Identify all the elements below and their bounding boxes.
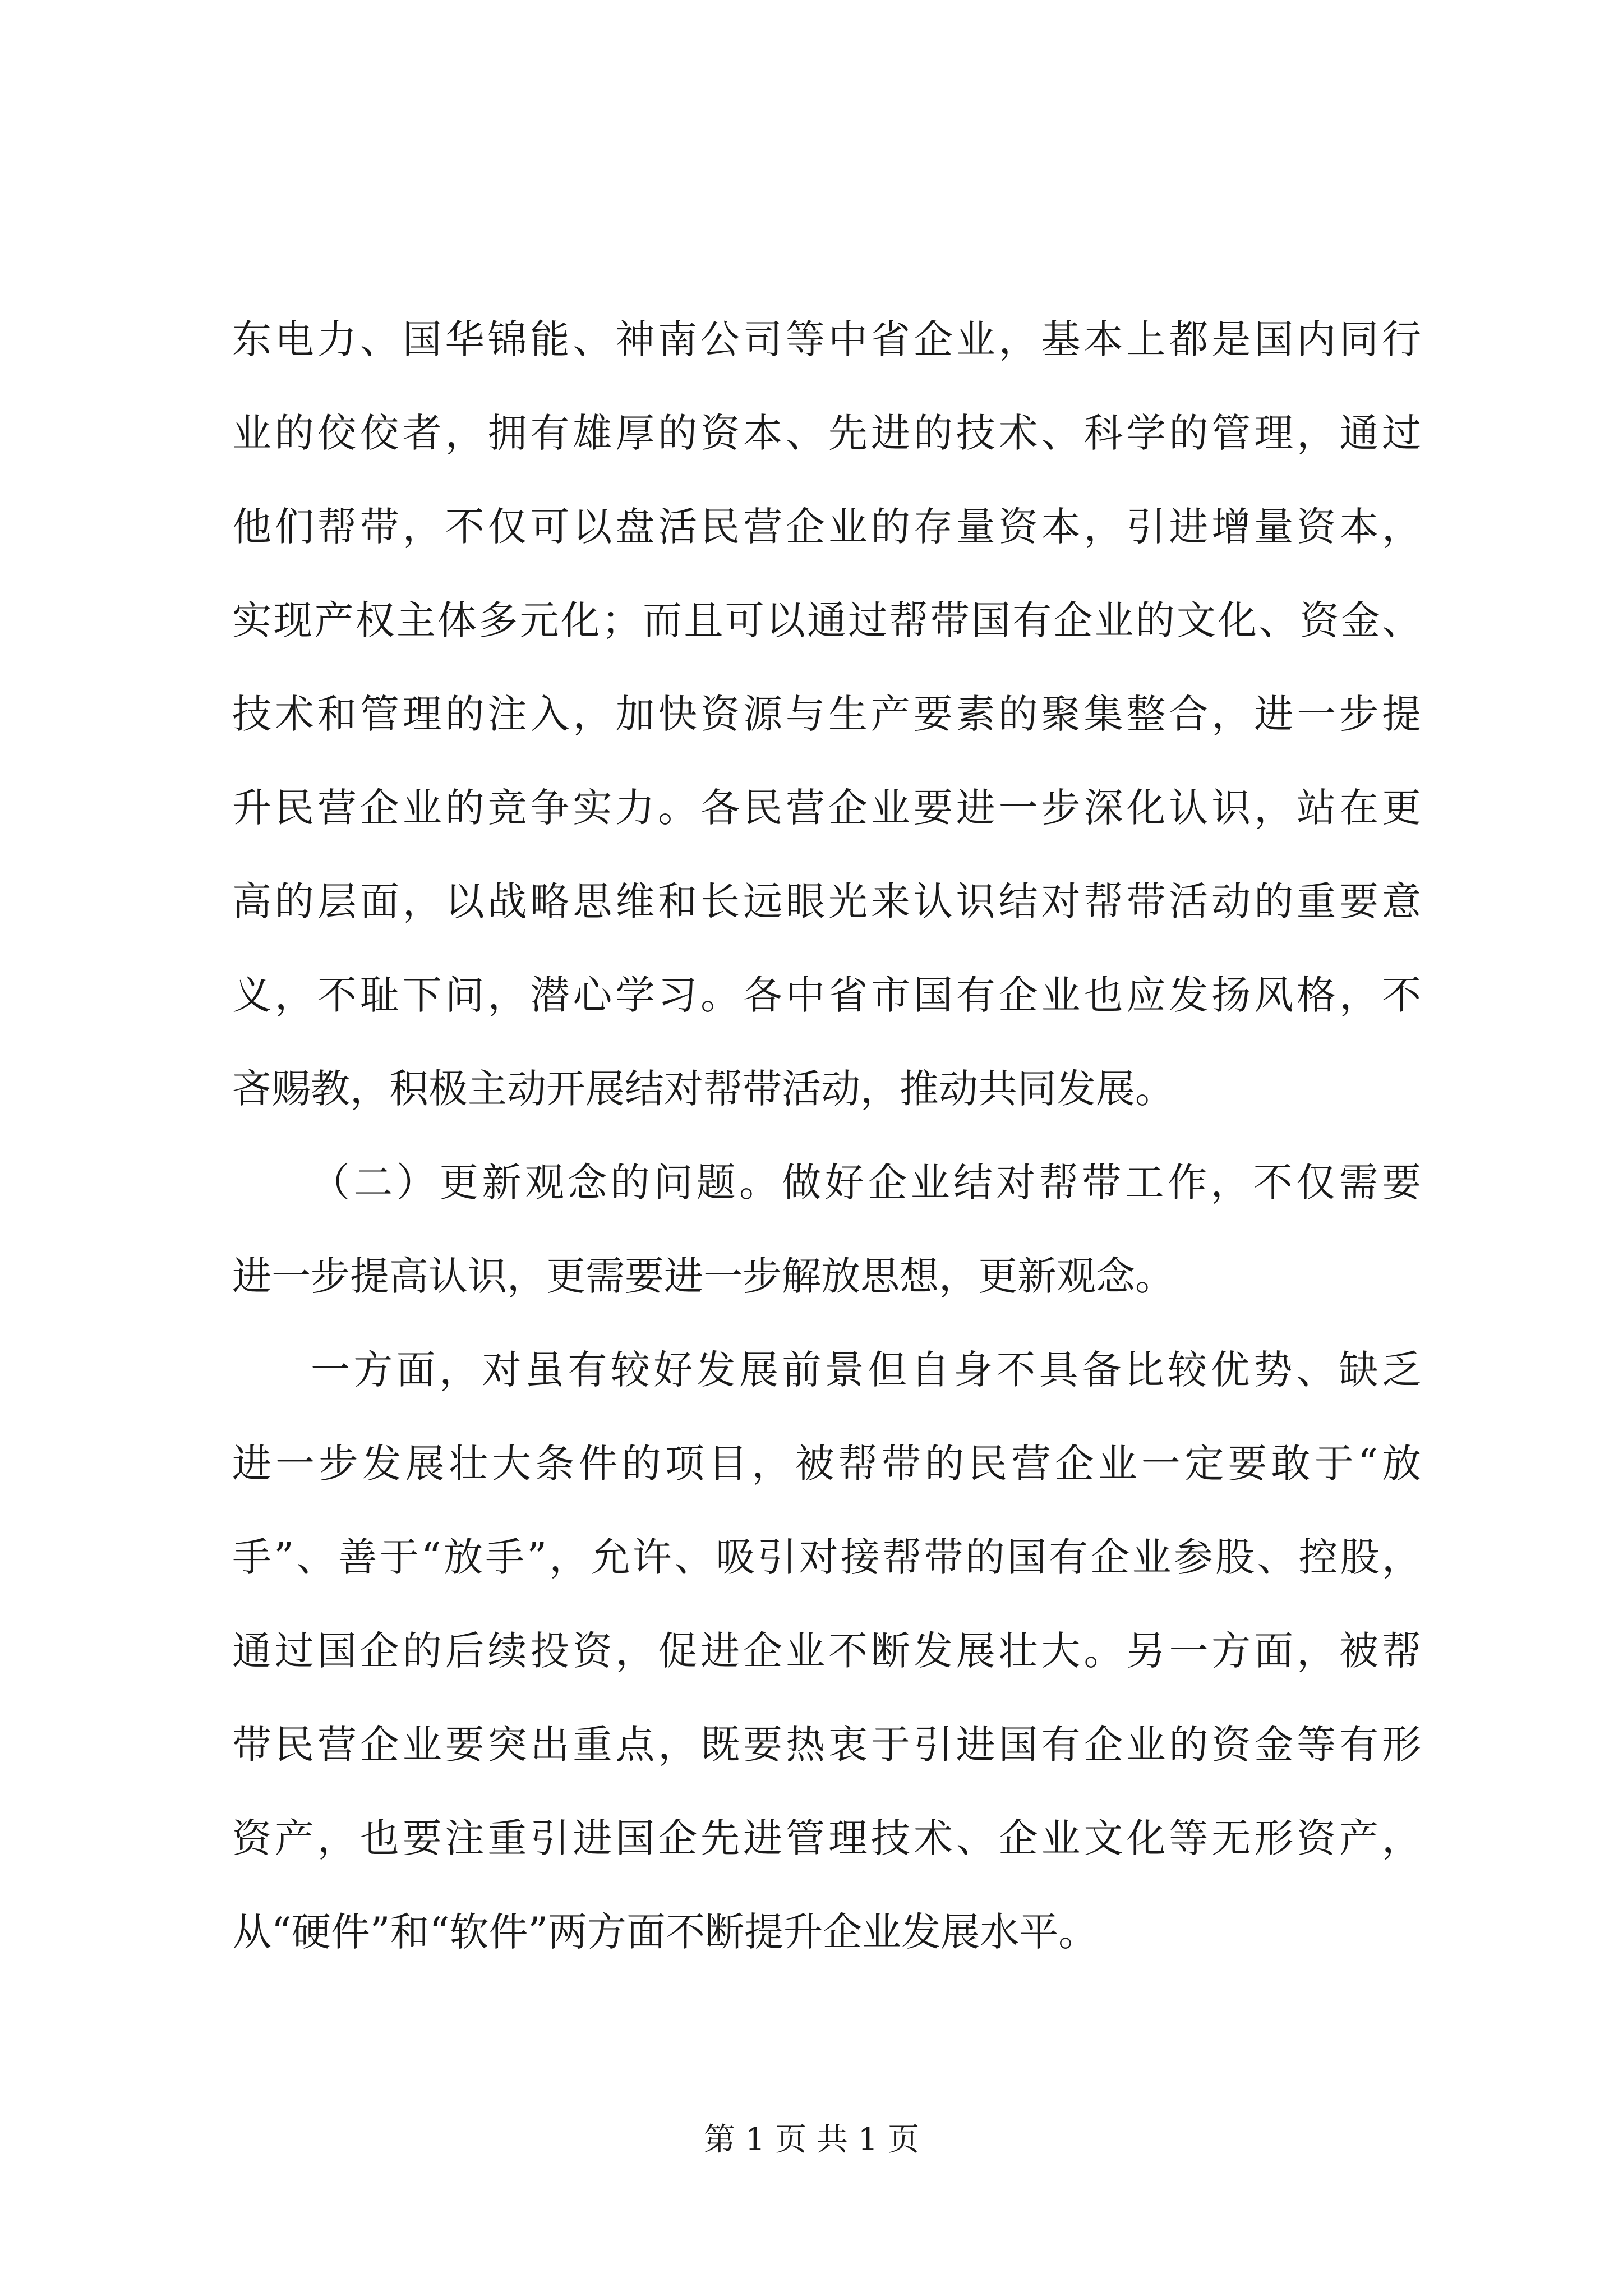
text-line: 吝赐教，积极主动开展结对帮带活动，推动共同发展。 <box>232 1066 1174 1112</box>
page-footer <box>0 2115 1623 2160</box>
text-line: 资产，也要注重引进国企先进管理技术、企业文化等无形资产， <box>232 1815 1421 1861</box>
text-line: 东电力、国华锦能、神南公司等中省企业，基本上都是国内同行 <box>232 316 1421 362</box>
text-line: 手”、善于“放手”，允许、吸引对接帮带的国有企业参股、控股， <box>232 1534 1421 1580</box>
text-line: 他们帮带，不仅可以盘活民营企业的存量资本，引进增量资本， <box>232 504 1421 550</box>
text-line: 一方面，对虽有较好发展前景但自身不具备比较优势、缺乏 <box>311 1347 1421 1393</box>
text-line: （二）更新观念的问题。做好企业结对帮带工作，不仅需要 <box>311 1159 1421 1205</box>
text-line: 实现产权主体多元化；而且可以通过帮带国有企业的文化、资金、 <box>232 597 1421 643</box>
text-line: 进一步提高认识，更需要进一步解放思想，更新观念。 <box>232 1253 1174 1299</box>
paragraph-1 <box>232 293 1421 1136</box>
text-line: 高的层面，以战略思维和长远眼光来认识结对帮带活动的重要意 <box>232 878 1421 924</box>
text-line: 义，不耻下问，潜心学习。各中省市国有企业也应发扬风格，不 <box>232 972 1421 1018</box>
page-number-label: 第 1 页 共 1 页 <box>703 2122 920 2158</box>
document-body <box>232 293 1421 1979</box>
text-line: 技术和管理的注入，加快资源与生产要素的聚集整合，进一步提 <box>232 691 1421 737</box>
paragraph-3 <box>232 1323 1421 1979</box>
text-line: 从“硬件”和“软件”两方面不断提升企业发展水平。 <box>232 1909 1098 1955</box>
text-line: 升民营企业的竞争实力。各民营企业要进一步深化认识，站在更 <box>232 785 1421 831</box>
paragraph-2 <box>232 1136 1421 1323</box>
text-line: 进一步发展壮大条件的项目，被帮带的民营企业一定要敢于“放 <box>232 1441 1421 1487</box>
text-line: 业的佼佼者，拥有雄厚的资本、先进的技术、科学的管理，通过 <box>232 410 1421 456</box>
text-line: 通过国企的后续投资，促进企业不断发展壮大。另一方面，被帮 <box>232 1628 1421 1674</box>
text-line: 带民营企业要突出重点，既要热衷于引进国有企业的资金等有形 <box>232 1722 1421 1768</box>
